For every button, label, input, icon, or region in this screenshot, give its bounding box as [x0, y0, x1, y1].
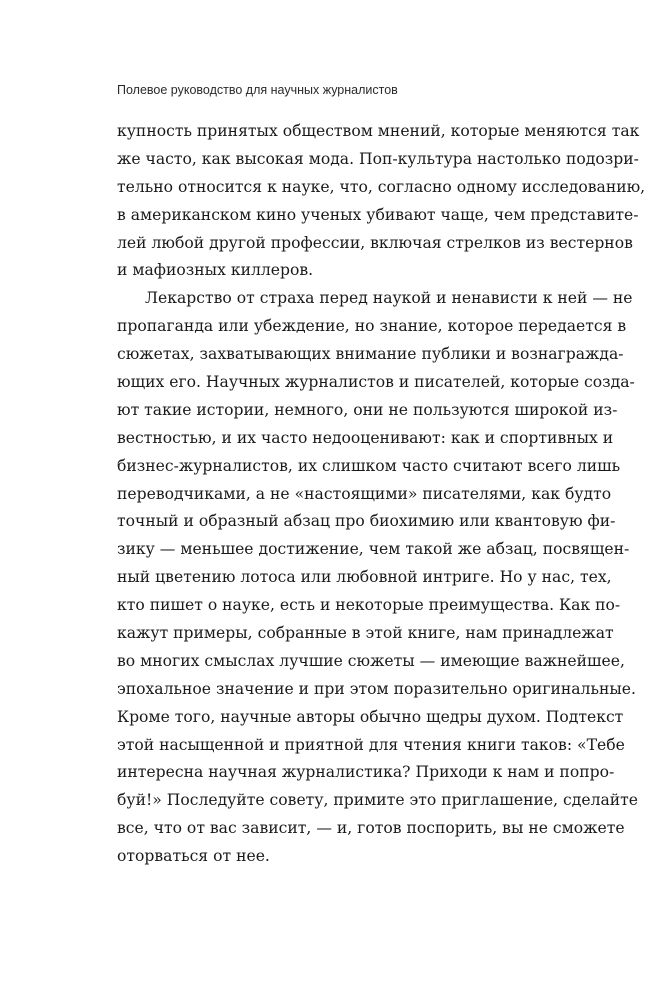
text-line: лей любой другой профессии, включая стрелков из вестернов: [117, 233, 633, 252]
text-line: сюжетах, захватывающих внимание публики и вознагражда-: [117, 345, 624, 364]
text-line: купность принятых обществом мнений, которые меняются так: [117, 122, 640, 140]
text-line: переводчиками, а не «настоящими» писателями, как будто: [117, 484, 612, 503]
text-line: этой насыщенной и приятной для чтения книги таков: «Тебе: [117, 735, 625, 754]
text-line: буй!» Последуйте совету, примите это приглашение, сделайте: [117, 791, 639, 810]
text-line: во многих смыслах лучшие сюжеты — имеющие важнейшее,: [117, 651, 625, 670]
text-line: же часто, как высокая мода. Поп-культура настолько подозри-: [117, 149, 639, 168]
text-line: в американском кино ученых убивают чаще, чем представите-: [117, 205, 639, 224]
paragraph-2: [117, 285, 639, 871]
text-line: Лекарство от страха перед наукой и ненависти к ней — не: [145, 289, 633, 308]
text-line: ющих его. Научных журналистов и писателей, которые созда-: [117, 373, 635, 392]
paragraph-1: [117, 118, 646, 285]
text-line: оторваться от нее.: [117, 847, 270, 866]
text-line: вестностью, и их часто недооценивают: как и спортивных и: [117, 428, 614, 447]
text-line: тельно относится к науке, что, согласно одному исследованию,: [117, 177, 646, 196]
text-line: точный и образный абзац про биохимию или квантовую фи-: [117, 512, 616, 531]
text-line: кажут примеры, собранные в этой книге, нам принадлежат: [117, 624, 614, 643]
text-line: все, что от вас зависит, — и, готов поспорить, вы не сможете: [117, 819, 625, 838]
running-head: Полевое руководство для научных журналистов: [117, 83, 398, 97]
text-line: пропаганда или убеждение, но знание, которое передается в: [117, 317, 627, 336]
text-line: бизнес-журналистов, их слишком часто считают всего лишь: [117, 456, 621, 475]
text-line: кто пишет о науке, есть и некоторые преимущества. Как по-: [117, 596, 621, 615]
text-line: ют такие истории, немного, они не пользуются широкой из-: [117, 400, 618, 419]
text-line: и мафиозных киллеров.: [117, 261, 314, 280]
body-text: [117, 118, 646, 871]
text-line: эпохальное значение и при этом поразительно оригинальные.: [117, 679, 636, 698]
text-line: Кроме того, научные авторы обычно щедры духом. Подтекст: [117, 707, 624, 726]
text-line: ный цветению лотоса или любовной интриге. Но у нас, тех,: [117, 568, 612, 587]
text-line: интересна научная журналистика? Приходи к нам и попро-: [117, 763, 615, 782]
text-line: зику — меньшее достижение, чем такой же абзац, посвящен-: [117, 540, 630, 559]
